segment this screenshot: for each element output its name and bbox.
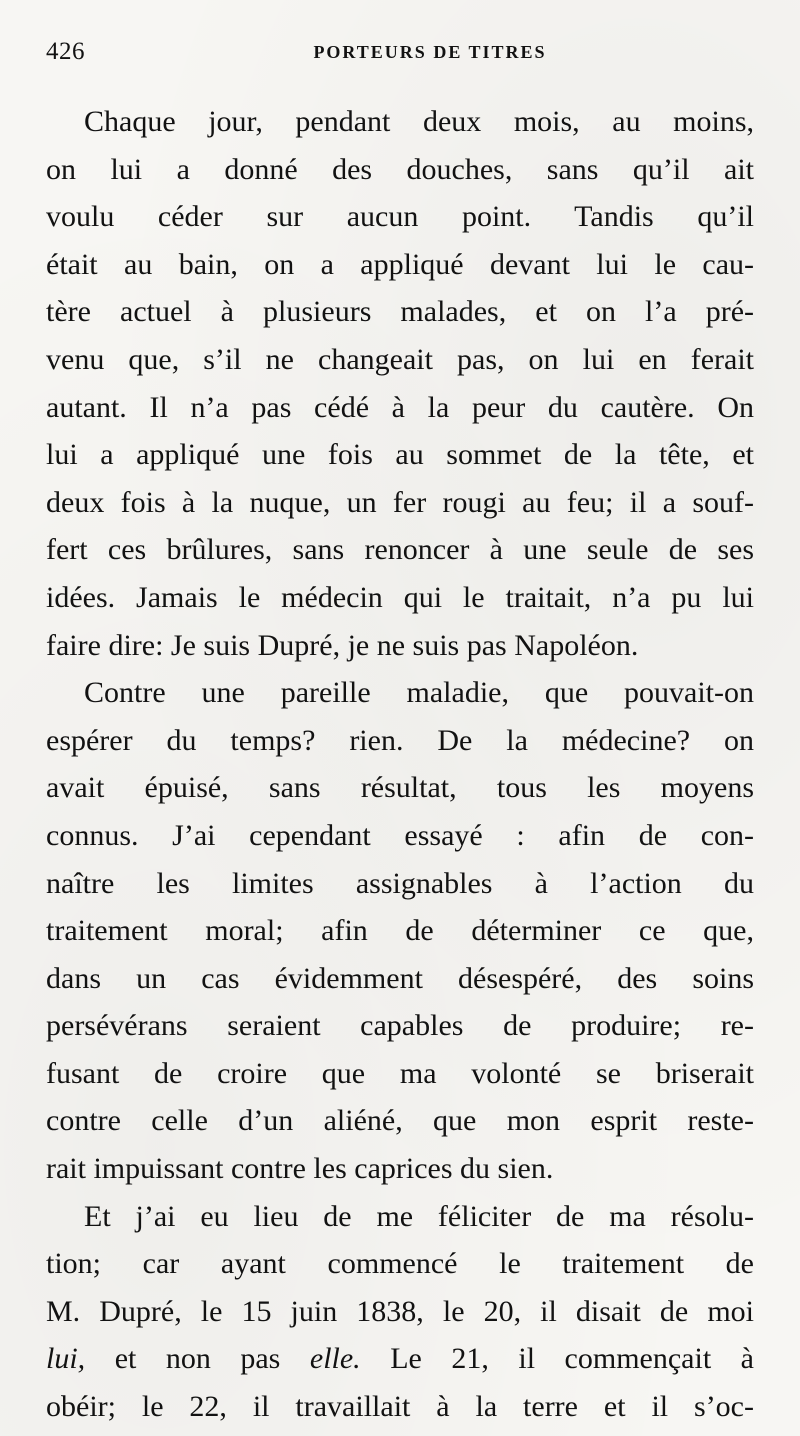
text-line: connus. J’ai cependant essayé : afin de con- <box>46 818 754 852</box>
text-line: Et j’ai eu lieu de me féliciter de ma résolu- <box>84 1199 754 1233</box>
text-segment: Le 21, il commençait à <box>360 1342 754 1376</box>
italic-word: elle. <box>309 1342 361 1376</box>
text-line: espérer du temps? rien. De la médecine? on <box>46 723 754 757</box>
text-line: Chaque jour, pendant deux mois, au moins, <box>84 105 754 138</box>
text-line: contre celle d’un aliéné, que mon esprit reste- <box>46 1104 754 1138</box>
text-line: venu que, s’il ne changeait pas, on lui en ferait <box>46 342 754 376</box>
running-title: PORTEURS DE TITRES <box>313 42 547 62</box>
text-line: tère actuel à plusieurs malades, et on l’a pré- <box>46 295 754 329</box>
text-line: était au bain, on a appliqué devant lui le cau- <box>46 247 754 281</box>
text-line <box>46 1335 754 1383</box>
text-line: lui a appliqué une fois au sommet de la tête, et <box>46 438 754 472</box>
text-line: Contre une pareille maladie, que pouvait-on <box>84 676 754 710</box>
text-line: on lui a donné des douches, sans qu’il ait <box>46 152 754 186</box>
page-number: 426 <box>46 38 85 65</box>
text-line: faire dire: Je suis Dupré, je ne suis pas Napoléon. <box>46 628 639 662</box>
text-segment: et non pas <box>85 1342 310 1376</box>
text-line: dans un cas évidemment désespéré, des soins <box>46 961 754 995</box>
text-line: avait épuisé, sans résultat, tous les moyens <box>46 771 754 805</box>
italic-word: lui, <box>46 1342 86 1376</box>
text-line: obéir; le 22, il travaillait à la terre et il s’oc- <box>46 1390 754 1424</box>
text-line: naître les limites assignables à l’action du <box>46 866 754 900</box>
text-line: rait impuissant contre les caprices du sien. <box>46 1152 554 1186</box>
body-text <box>46 98 754 1431</box>
text-line: traitement moral; afin de déterminer ce que, <box>46 914 754 948</box>
text-line: voulu céder sur aucun point. Tandis qu’il <box>46 200 754 234</box>
text-line: fusant de croire que ma volonté se briserait <box>46 1056 754 1090</box>
text-line: persévérans seraient capables de produire; re- <box>46 1009 754 1043</box>
text-line: fert ces brûlures, sans renoncer à une seule de ses <box>46 533 754 567</box>
text-line: M. Dupré, le 15 juin 1838, le 20, il disait de moi <box>46 1294 754 1328</box>
text-line: idées. Jamais le médecin qui le traitait, n’a pu lui <box>46 580 754 614</box>
text-line: autant. Il n’a pas cédé à la peur du cautère. On <box>46 390 754 424</box>
text-line: tion; car ayant commencé le traitement de <box>46 1247 754 1281</box>
page-header <box>46 38 754 78</box>
text-line: deux fois à la nuque, un fer rougi au feu; il a souf- <box>46 485 754 519</box>
